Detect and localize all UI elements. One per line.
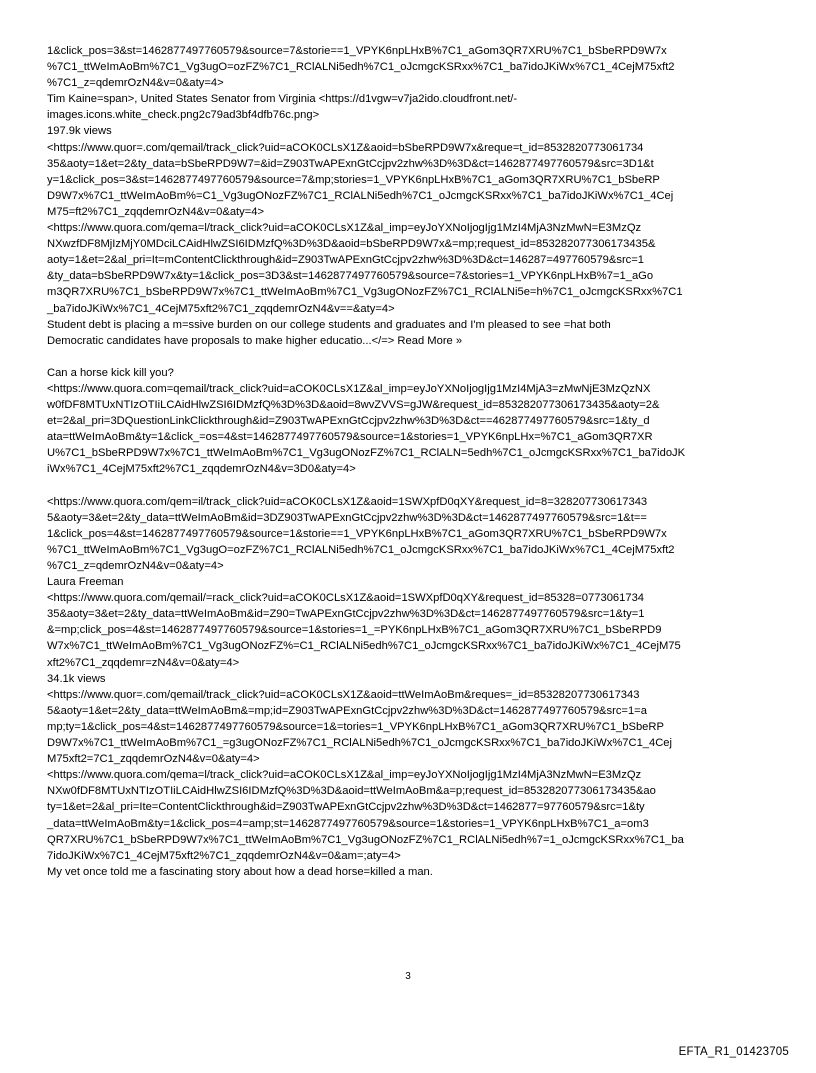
text-line: ty=1&et=2&al_pri=Ite=ContentClickthrough&id=Z903TwAPExnGtCcjpv2zhw%3D%3D&ct=1462877=97760579&src=1&ty	[47, 801, 645, 814]
text-line: My vet once told me a fascinating story about how a dead horse=killed a man.	[47, 865, 433, 878]
text-line: 34.1k views	[47, 672, 106, 685]
text-line: W7x%7C1_ttWeImAoBm%7C1_Vg3ugONozFZ%=C1_RClALNi5edh%7C1_oJcmgcKSRxx%7C1_ba7idoJKiWx%7C1_4CejM75	[47, 640, 681, 653]
text-line: _ba7idoJKiWx%7C1_4CejM75xft2%7C1_zqqdemrOzN4&v==&aty=4>	[47, 302, 395, 315]
text-line: 5&aoty=3&et=2&ty_data=ttWeImAoBm&id=3DZ903TwAPExnGtCcjpv2zhw%3D%3D&ct=1462877497760579&src=1&t==	[47, 511, 647, 524]
text-line: %7C1_z=qdemrOzN4&v=0&aty=4>	[47, 560, 224, 572]
document-body	[47, 43, 777, 880]
text-line: Tim Kaine=span>, United States Senator from Virginia <https://d1vgw=v7ja2ido.cloudfront.net/-	[47, 93, 518, 106]
text-line: NXwzfDF8MjIzMjY0MDciLCAidHlwZSI6IDMzfQ%3D%3D&aoid=bSbeRPD9W7x&=mp;request_id=853282077306173435&	[47, 238, 656, 251]
text-line: w0fDF8MTUxNTIzOTIiLCAidHlwZSI6IDMzfQ%3D%3D&aoid=8wvZVVS=gJW&request_id=853282077306173435&aoty=2&	[47, 399, 660, 412]
text-line: mp;ty=1&click_pos=4&st=1462877497760579&source=1&=tories=1_VPYK6npLHxB%7C1_aGom3QR7XRU%7C1_bSbeRP	[47, 720, 664, 733]
text-line: NXw0fDF8MTUxNTIzOTIiLCAidHlwZSI6IDMzfQ%3D%3D&aoid=ttWeImAoBm&a=p;request_id=853282077306173435&ao	[47, 785, 656, 798]
text-line: Can a horse kick kill you?	[47, 366, 174, 379]
text-line: Laura Freeman	[47, 576, 124, 589]
text-line: %7C1_ttWeImAoBm%7C1_Vg3ugO=ozFZ%7C1_RClALNi5edh%7C1_oJcmgcKSRxx%7C1_ba7idoJKiWx%7C1_4CejM75xft2	[47, 61, 675, 74]
text-line: y=1&click_pos=3&st=1462877497760579&source=7&mp;stories=1_VPYK6npLHxB%7C1_aGom3QR7XRU%7C1_bSbeRP	[47, 173, 660, 186]
text-line: xft2%7C1_zqqdemr=zN4&v=0&aty=4>	[47, 656, 240, 669]
text-line: &ty_data=bSbeRPD9W7x&ty=1&click_pos=3D3&st=1462877497760579&source=7&stories=1_VPYK6npLHxB%7=1_aGo	[47, 270, 654, 283]
page-number: 3	[405, 971, 411, 982]
text-line: <https://www.quora.com/qemail/=rack_click?uid=aCOK0CLsX1Z&aoid=1SWXpfD0qXY&request_id=85328=0773061734	[47, 592, 645, 605]
text-line: <https://www.quora.com=qemail/track_click?uid=aCOK0CLsX1Z&al_imp=eyJoYXNoIjogIjg1MzI4MjA3=zMwNjE3MzQzNX	[47, 382, 651, 395]
text-line: m3QR7XRU%7C1_bSbeRPD9W7x%7C1_ttWeImAoBm%7C1_Vg3ugONozFZ%7C1_RClALNi5e=h%7C1_oJcmgcKSRxx%7C1	[47, 286, 683, 299]
text-line: <https://www.quora.com/qema=l/track_click?uid=aCOK0CLsX1Z&al_imp=eyJoYXNoIjogIjg1MzI4MjA3NzMwN=E3MzQz	[47, 769, 642, 782]
text-line: 5&aoty=1&et=2&ty_data=ttWeImAoBm&=mp;id=Z903TwAPExnGtCcjpv2zhw%3D%3D&ct=1462877497760579&src=1=a	[47, 704, 647, 717]
text-line: 35&aoty=3&et=2&ty_data=ttWeImAoBm&id=Z90=TwAPExnGtCcjpv2zhw%3D%3D&ct=1462877497760579&src=1&ty=1	[47, 608, 645, 621]
text-line: D9W7x%7C1_ttWeImAoBm%7C1_=g3ugONozFZ%7C1_RClALNi5edh%7C1_oJcmgcKSRxx%7C1_ba7idoJKiWx%7C1_4Cej	[47, 737, 673, 750]
blank-line	[47, 349, 777, 365]
text-line: <https://www.quor=.com/qemail/track_click?uid=aCOK0CLsX1Z&aoid=bSbeRPD9W7x&reque=t_id=8532820773061734	[47, 141, 644, 154]
text-line: Democratic candidates have proposals to make higher educatio...</=> Read More »	[47, 334, 463, 347]
text-line: 35&aoty=1&et=2&ty_data=bSbeRPD9W7=&id=Z903TwAPExnGtCcjpv2zhw%3D%3D&ct=1462877497760579&src=3D1&t	[47, 157, 654, 170]
text-line: %7C1_z=qdemrOzN4&v=0&aty=4>	[47, 77, 224, 90]
text-line: U%7C1_bSbeRPD9W7x%7C1_ttWeImAoBm%7C1_Vg3ugONozFZ%7C1_RClALN=5edh%7C1_oJcmgcKSRxx%7C1_ba7idoJK	[47, 447, 686, 460]
text-line: 197.9k views	[47, 125, 112, 138]
text-line: <https://www.quora.com/qem=il/track_click?uid=aCOK0CLsX1Z&aoid=1SWXpfD0qXY&request_id=8=328207730617343	[47, 495, 648, 508]
text-line: &=mp;click_pos=4&st=1462877497760579&source=1&stories=1_=PYK6npLHxB%7C1_aGom3QR7XRU%7C1_bSbeRPD9	[47, 624, 662, 637]
text-line: 1&click_pos=3&st=1462877497760579&source=7&storie==1_VPYK6npLHxB%7C1_aGom3QR7XRU%7C1_bSbeRPD9W7x	[47, 45, 667, 57]
text-line: 7idoJKiWx%7C1_4CejM75xft2%7C1_zqqdemrOzN4&v=0&am=;aty=4>	[47, 849, 401, 862]
text-line: M75xft2=7C1_zqqdemrOzN4&v=0&aty=4>	[47, 753, 260, 766]
document-id: EFTA_R1_01423705	[678, 1046, 789, 1058]
text-line: ata=ttWeImAoBm&ty=1&click_=os=4&st=1462877497760579&source=1&stories=1_VPYK6npLHx=%7C1_aGom3QR7XR	[47, 431, 653, 444]
blank-line	[47, 478, 777, 494]
text-line: <https://www.quor=.com/qemail/track_click?uid=aCOK0CLsX1Z&aoid=ttWeImAoBm&reques=_id=85328207730617343	[47, 688, 640, 701]
text-line: QR7XRU%7C1_bSbeRPD9W7x%7C1_ttWeImAoBm%7C1_Vg3ugONozFZ%7C1_RClALNi5edh%7=1_oJcmgcKSRxx%7C1_ba	[47, 833, 684, 846]
text-line: <https://www.quora.com/qema=l/track_click?uid=aCOK0CLsX1Z&al_imp=eyJoYXNoIjogIjg1MzI4MjA3NzMwN=E3MzQz	[47, 222, 642, 235]
text-line: M75=ft2%7C1_zqqdemrOzN4&v=0&aty=4>	[47, 205, 265, 218]
text-line: Student debt is placing a m=ssive burden on our college students and graduates and I'm pleased to see =hat both	[47, 318, 611, 331]
text-line: _data=ttWeImAoBm&ty=1&click_pos=4=amp;st=1462877497760579&source=1&stories=1_VPYK6npLHxB%7C1_a=om3	[47, 817, 649, 830]
text-line: aoty=1&et=2&al_pri=It=mContentClickthrough&id=Z903TwAPExnGtCcjpv2zhw%3D%3D&ct=146287=497760579&src=1	[47, 254, 645, 267]
text-line: images.icons.white_check.png2c79ad3bf4dfb76c.png>	[47, 109, 320, 122]
text-line: iWx%7C1_4CejM75xft2%7C1_zqqdemrOzN4&v=3D0&aty=4>	[47, 463, 356, 476]
text-line: %7C1_ttWeImAoBm%7C1_Vg3ugO=ozFZ%7C1_RClALNi5edh%7C1_oJcmgcKSRxx%7C1_ba7idoJKiWx%7C1_4CejM75xft2	[47, 543, 675, 556]
text-line: D9W7x%7C1_ttWeImAoBm%=C1_Vg3ugONozFZ%7C1_RClALNi5edh%7C1_oJcmgcKSRxx%7C1_ba7idoJKiWx%7C1_4Cej	[47, 189, 674, 202]
text-line: 1&click_pos=4&st=1462877497760579&source=1&storie==1_VPYK6npLHxB%7C1_aGom3QR7XRU%7C1_bSbeRPD9W7x	[47, 527, 667, 540]
text-line: et=2&al_pri=3DQuestionLinkClickthrough&id=Z903TwAPExnGtCcjpv2zhw%3D%3D&ct==462877497760579&src=1&ty_d	[47, 415, 650, 428]
